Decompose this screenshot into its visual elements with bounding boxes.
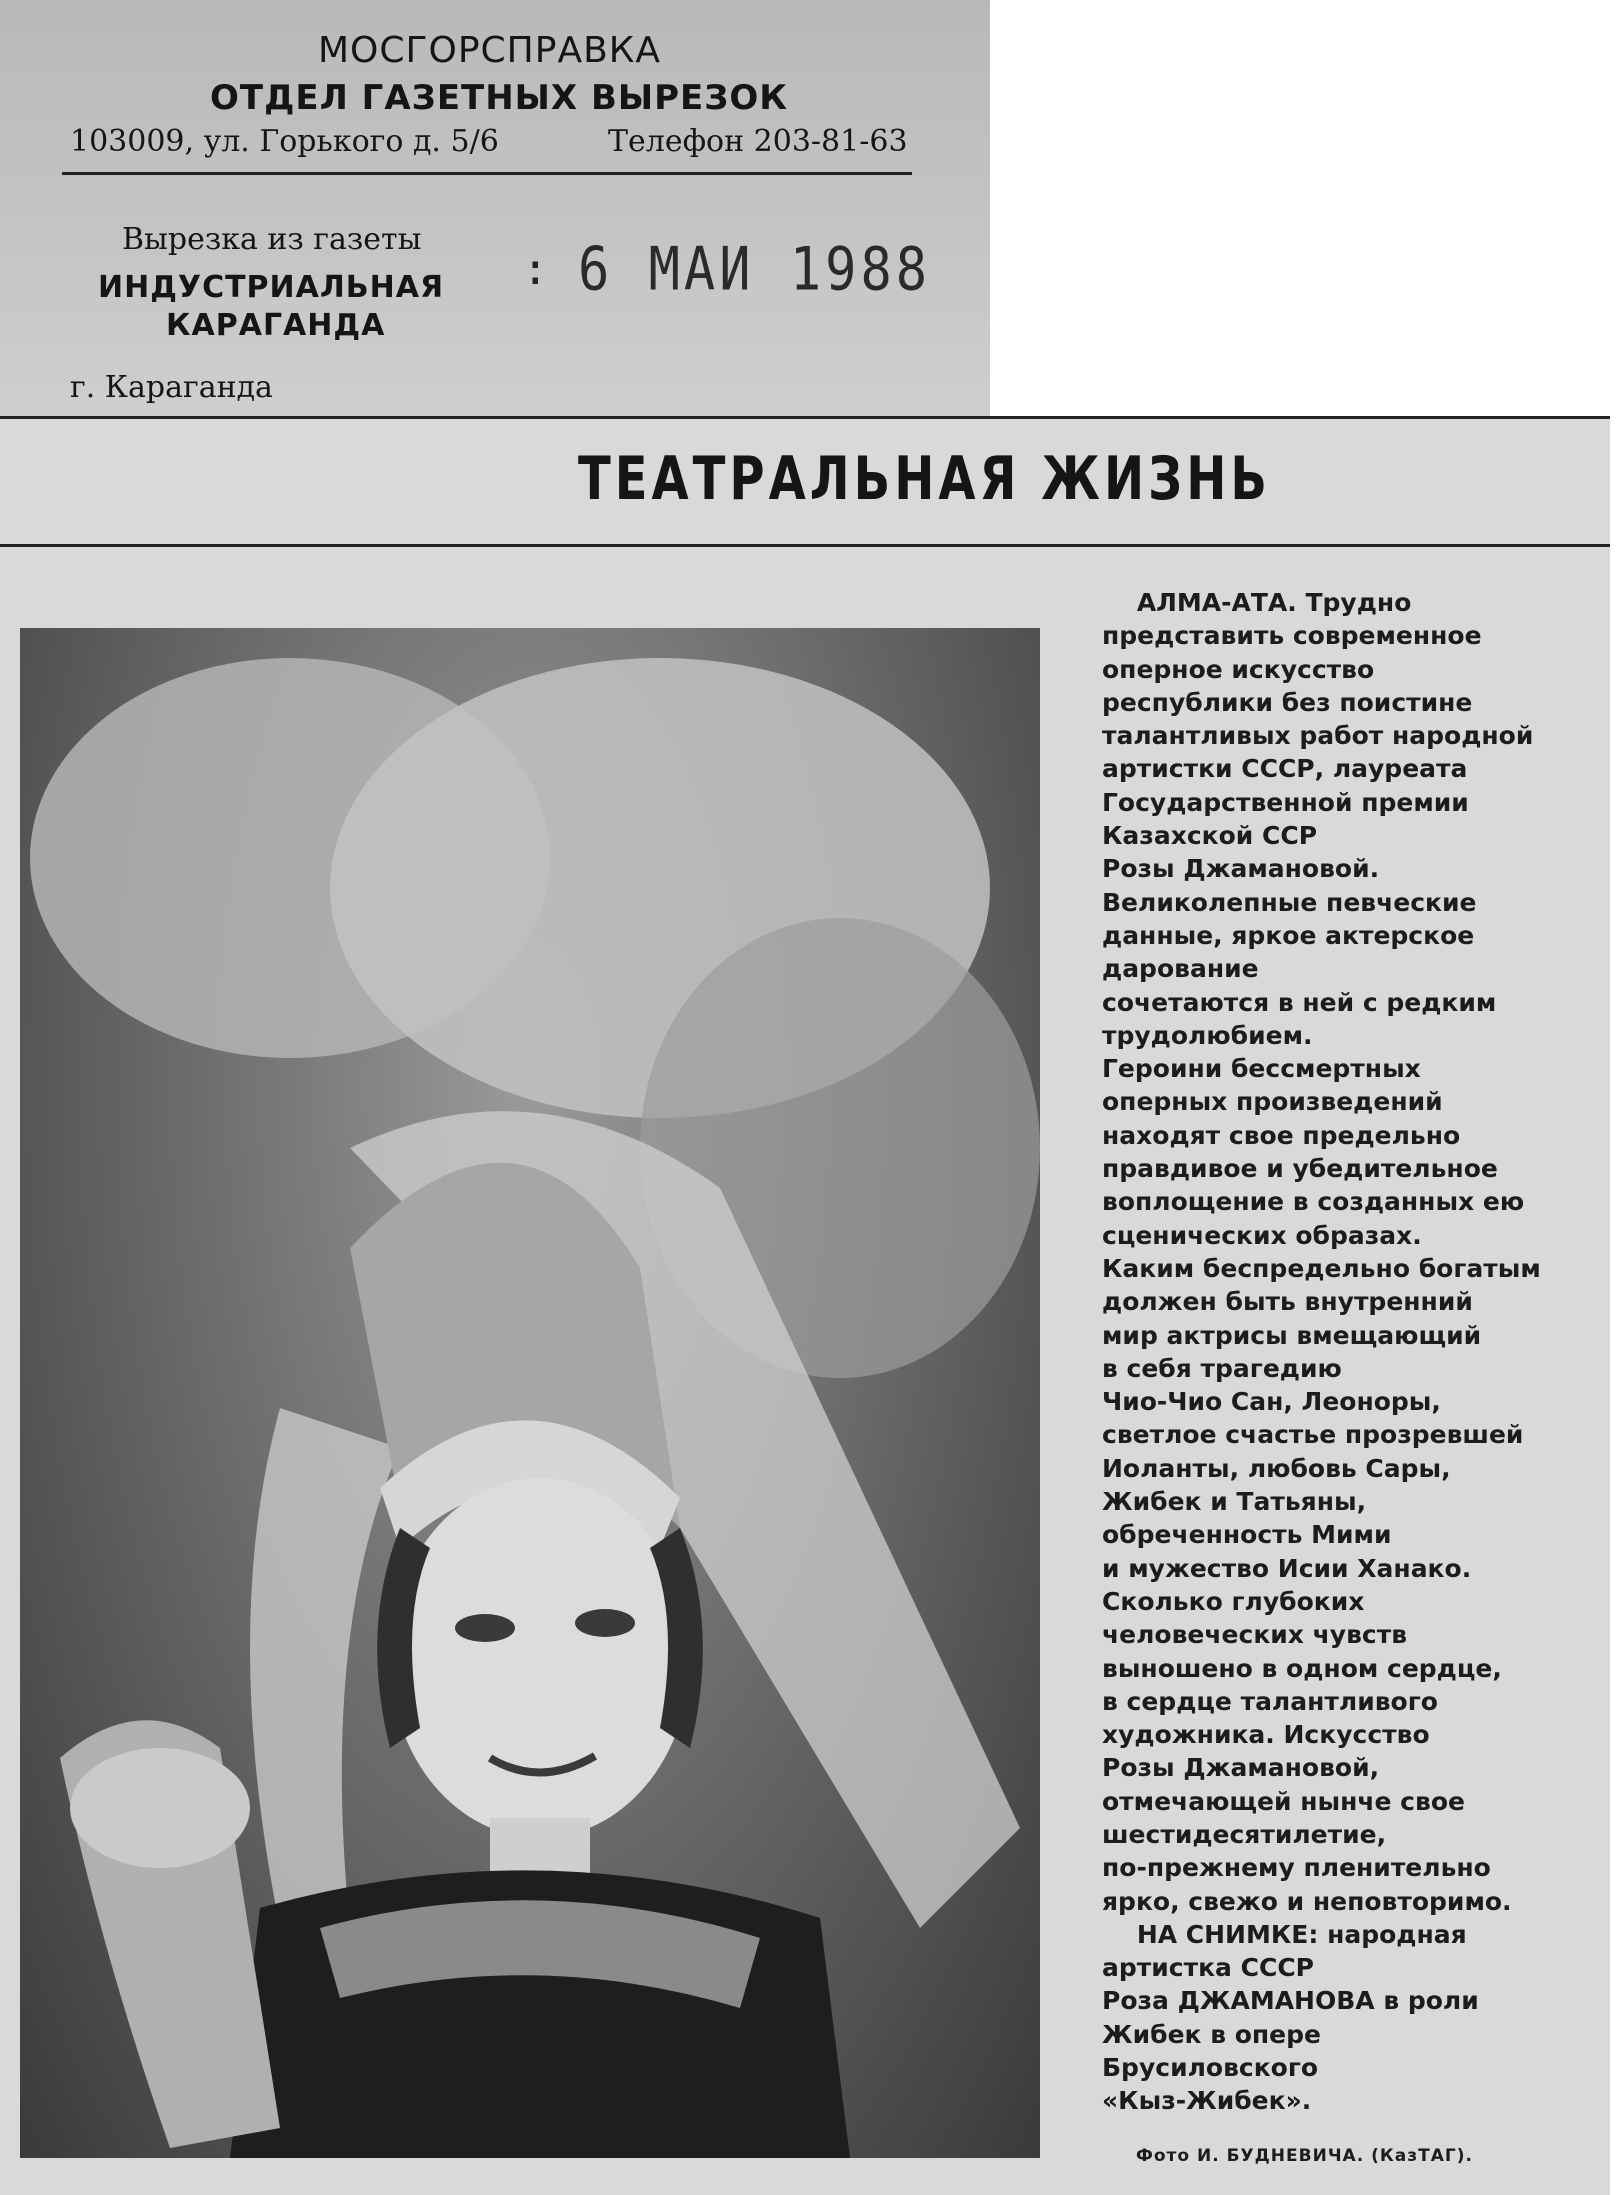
- article-line: талантливых работ народной: [1102, 721, 1534, 751]
- article-line: артистки СССР, лауреата: [1102, 754, 1468, 784]
- article-line: «Кыз-Жибек».: [1102, 2086, 1312, 2116]
- article-line: Жибек в опере: [1102, 2019, 1321, 2049]
- department-name: ОТДЕЛ ГАЗЕТНЫХ ВЫРЕЗОК: [210, 78, 789, 118]
- article-line: оперное искусство: [1102, 654, 1375, 684]
- article-line: находят свое предельно: [1102, 1120, 1461, 1150]
- newspaper-city: г. Караганда: [70, 370, 273, 405]
- photo-credit: Фото И. БУДНЕВИЧА. (КазТАГ).: [1136, 2146, 1473, 2166]
- article-line: ярко, свежо и неповторимо.: [1102, 1886, 1512, 1916]
- article-photo: [20, 628, 1040, 2158]
- article-line: в сердце талантливого: [1102, 1686, 1438, 1716]
- article-line: артистка СССР: [1102, 1953, 1314, 1983]
- article-line: Брусиловского: [1102, 2053, 1319, 2083]
- organization-name: МОСГОРСПРАВКА: [318, 30, 661, 71]
- article-line: Каким беспредельно богатым: [1102, 1253, 1541, 1283]
- stamp-mark: :: [522, 244, 549, 295]
- article-line: отмечающей нынче свое: [1102, 1786, 1465, 1816]
- article-line: Сколько глубоких: [1102, 1586, 1365, 1616]
- newspaper-name-line1: ИНДУСТРИАЛЬНАЯ: [98, 270, 445, 305]
- article-line: по-прежнему пленительно: [1102, 1853, 1491, 1883]
- article-line: художника. Искусство: [1102, 1720, 1430, 1750]
- article-line: светлое счастье прозревшей: [1102, 1420, 1524, 1450]
- article-line: Иоланты, любовь Сары,: [1102, 1453, 1451, 1483]
- article-line: Казахской ССР: [1102, 821, 1318, 851]
- article-line: Героини бессмертных: [1102, 1054, 1421, 1084]
- article-body: [1102, 586, 1607, 2118]
- article-line: сочетаются в ней с редким: [1102, 987, 1497, 1017]
- article-line: дарование: [1102, 954, 1259, 984]
- article-line: обреченность Мими: [1102, 1520, 1392, 1550]
- article-line: воплощение в созданных ею: [1102, 1187, 1525, 1217]
- article-line: представить современное: [1102, 621, 1482, 651]
- header-divider: [62, 172, 912, 175]
- article-line: Розы Джамановой.: [1102, 854, 1380, 884]
- article-line: человеческих чувств: [1102, 1620, 1408, 1650]
- rubric-title: ТЕАТРАЛЬНАЯ ЖИЗНЬ: [578, 444, 1271, 514]
- newspaper-name-line2: КАРАГАНДА: [166, 308, 386, 343]
- address: 103009, ул. Горького д. 5/6: [70, 124, 499, 159]
- article-line: данные, яркое актерское: [1102, 920, 1475, 950]
- photo-illustration: [20, 628, 1040, 2158]
- article-line: Государственной премии: [1102, 787, 1469, 817]
- phone-number: Телефон 203-81-63: [608, 124, 908, 159]
- article-line: правдивое и убедительное: [1102, 1154, 1498, 1184]
- article-line: трудолюбием.: [1102, 1020, 1313, 1050]
- article-line: должен быть внутренний: [1102, 1287, 1473, 1317]
- article-line: шестидесятилетие,: [1102, 1819, 1387, 1849]
- article-line: в себя трагедию: [1102, 1353, 1342, 1383]
- article-line: мир актрисы вмещающий: [1102, 1320, 1482, 1350]
- article-line: сценических образах.: [1102, 1220, 1422, 1250]
- article-line: республики без поистине: [1102, 687, 1473, 717]
- article-line: Чио-Чио Сан, Леоноры,: [1102, 1387, 1441, 1417]
- article-line: АЛМА-АТА. Трудно: [1102, 588, 1412, 617]
- article-line: оперных произведений: [1102, 1087, 1443, 1117]
- date-stamp: 6 МАИ 1988: [578, 235, 932, 305]
- article-line: НА СНИМКЕ: народная: [1102, 1919, 1467, 1949]
- article-line: Жибек и Татьяны,: [1102, 1487, 1367, 1517]
- article-line: и мужество Исии Ханако.: [1102, 1553, 1472, 1583]
- article-line: выношено в одном сердце,: [1102, 1653, 1502, 1683]
- rubric-divider: [0, 544, 1610, 547]
- article-line: Роза ДЖАМАНОВА в роли: [1102, 1986, 1479, 2016]
- clipping-from-label: Вырезка из газеты: [122, 222, 422, 257]
- article-line: Великолепные певческие: [1102, 887, 1477, 917]
- article-line: Розы Джамановой,: [1102, 1753, 1380, 1783]
